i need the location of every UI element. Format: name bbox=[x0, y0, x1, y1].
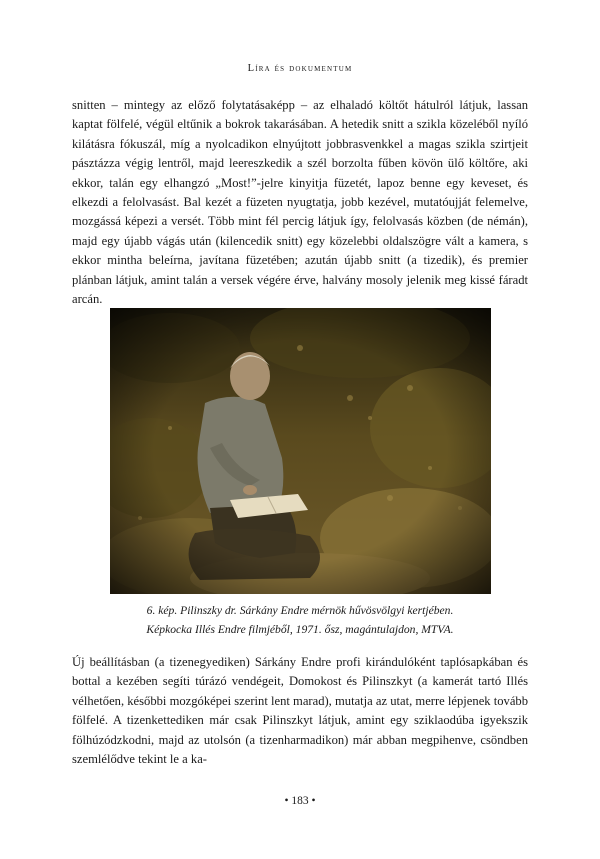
body-paragraph-2: Új beállításban (a tizenegyediken) Sárkány Endre profi kirándulóként taplósapkában és bottal a kezében segíti túrázó vendégeit, Domokost és Pilinszkyt (a kamerát tartó Illés vélhetően, későbbi mozgóképei szerint lent marad), mutatja az utat, merre lépjenek tovább fölfelé. A tizenkettediken már csak Pilinszkyt látjuk, amint egy sziklaodúba igyekszik fölhúzódzkodni, majd az utolsón (a tizenharmadikon) már abban megpihenve, csöndben szemlélődve tekint le a ka- bbox=[72, 655, 529, 767]
figure-caption bbox=[72, 601, 528, 639]
caption-line-1: 6. kép. Pilinszky dr. Sárkány Endre mérnök hűvösvölgyi kertjében. bbox=[146, 604, 454, 617]
running-head: Líra és dokumentum bbox=[247, 63, 353, 74]
film-still-photo bbox=[110, 308, 491, 594]
body-paragraph-1: snitten – mintegy az előző folytatásaképp – az elhaladó költőt hátulról látjuk, lassan kaptat fölfelé, végül eltűnik a bokrok takarásában. A hetedik snitt a szikla közeléből nyíló kilátásra fókuszál, míg a nyolcadikon elnyújtott jobbrasvenkkel a magas szikla szirtjeit pásztázza végig lentről, majd leereszkedik a szél borzolta fűben kövön ülő költőre, aki ekkor, talán egy elhangzó „Most!”-jelre kinyitja füzetét, lapoz benne egy keveset, és elkezdi a felolvasást. Bal kezét a füzeten nyugtatja, jobb kezével, mutatóujját felemelve, mozgássá képezi a versét. Több mint fél percig látjuk így, felolvasás közben (de némán), majd egy újabb vágás után (kilencedik snitt) egy közelebbi oldalszögre vált a kamera, s ekkor mintha beleírna, javítana füzetében; azután újabb snitt (a tizedik), és premier plánban látjuk, amint talán a versek végére érve, halvány mosoly jelenik meg kissé fáradt arcán. bbox=[72, 98, 528, 307]
caption-line-2: Képkocka Illés Endre filmjéből, 1971. ősz, magántulajdon, MTVA. bbox=[146, 623, 454, 636]
page-number: • 183 • bbox=[284, 795, 316, 807]
